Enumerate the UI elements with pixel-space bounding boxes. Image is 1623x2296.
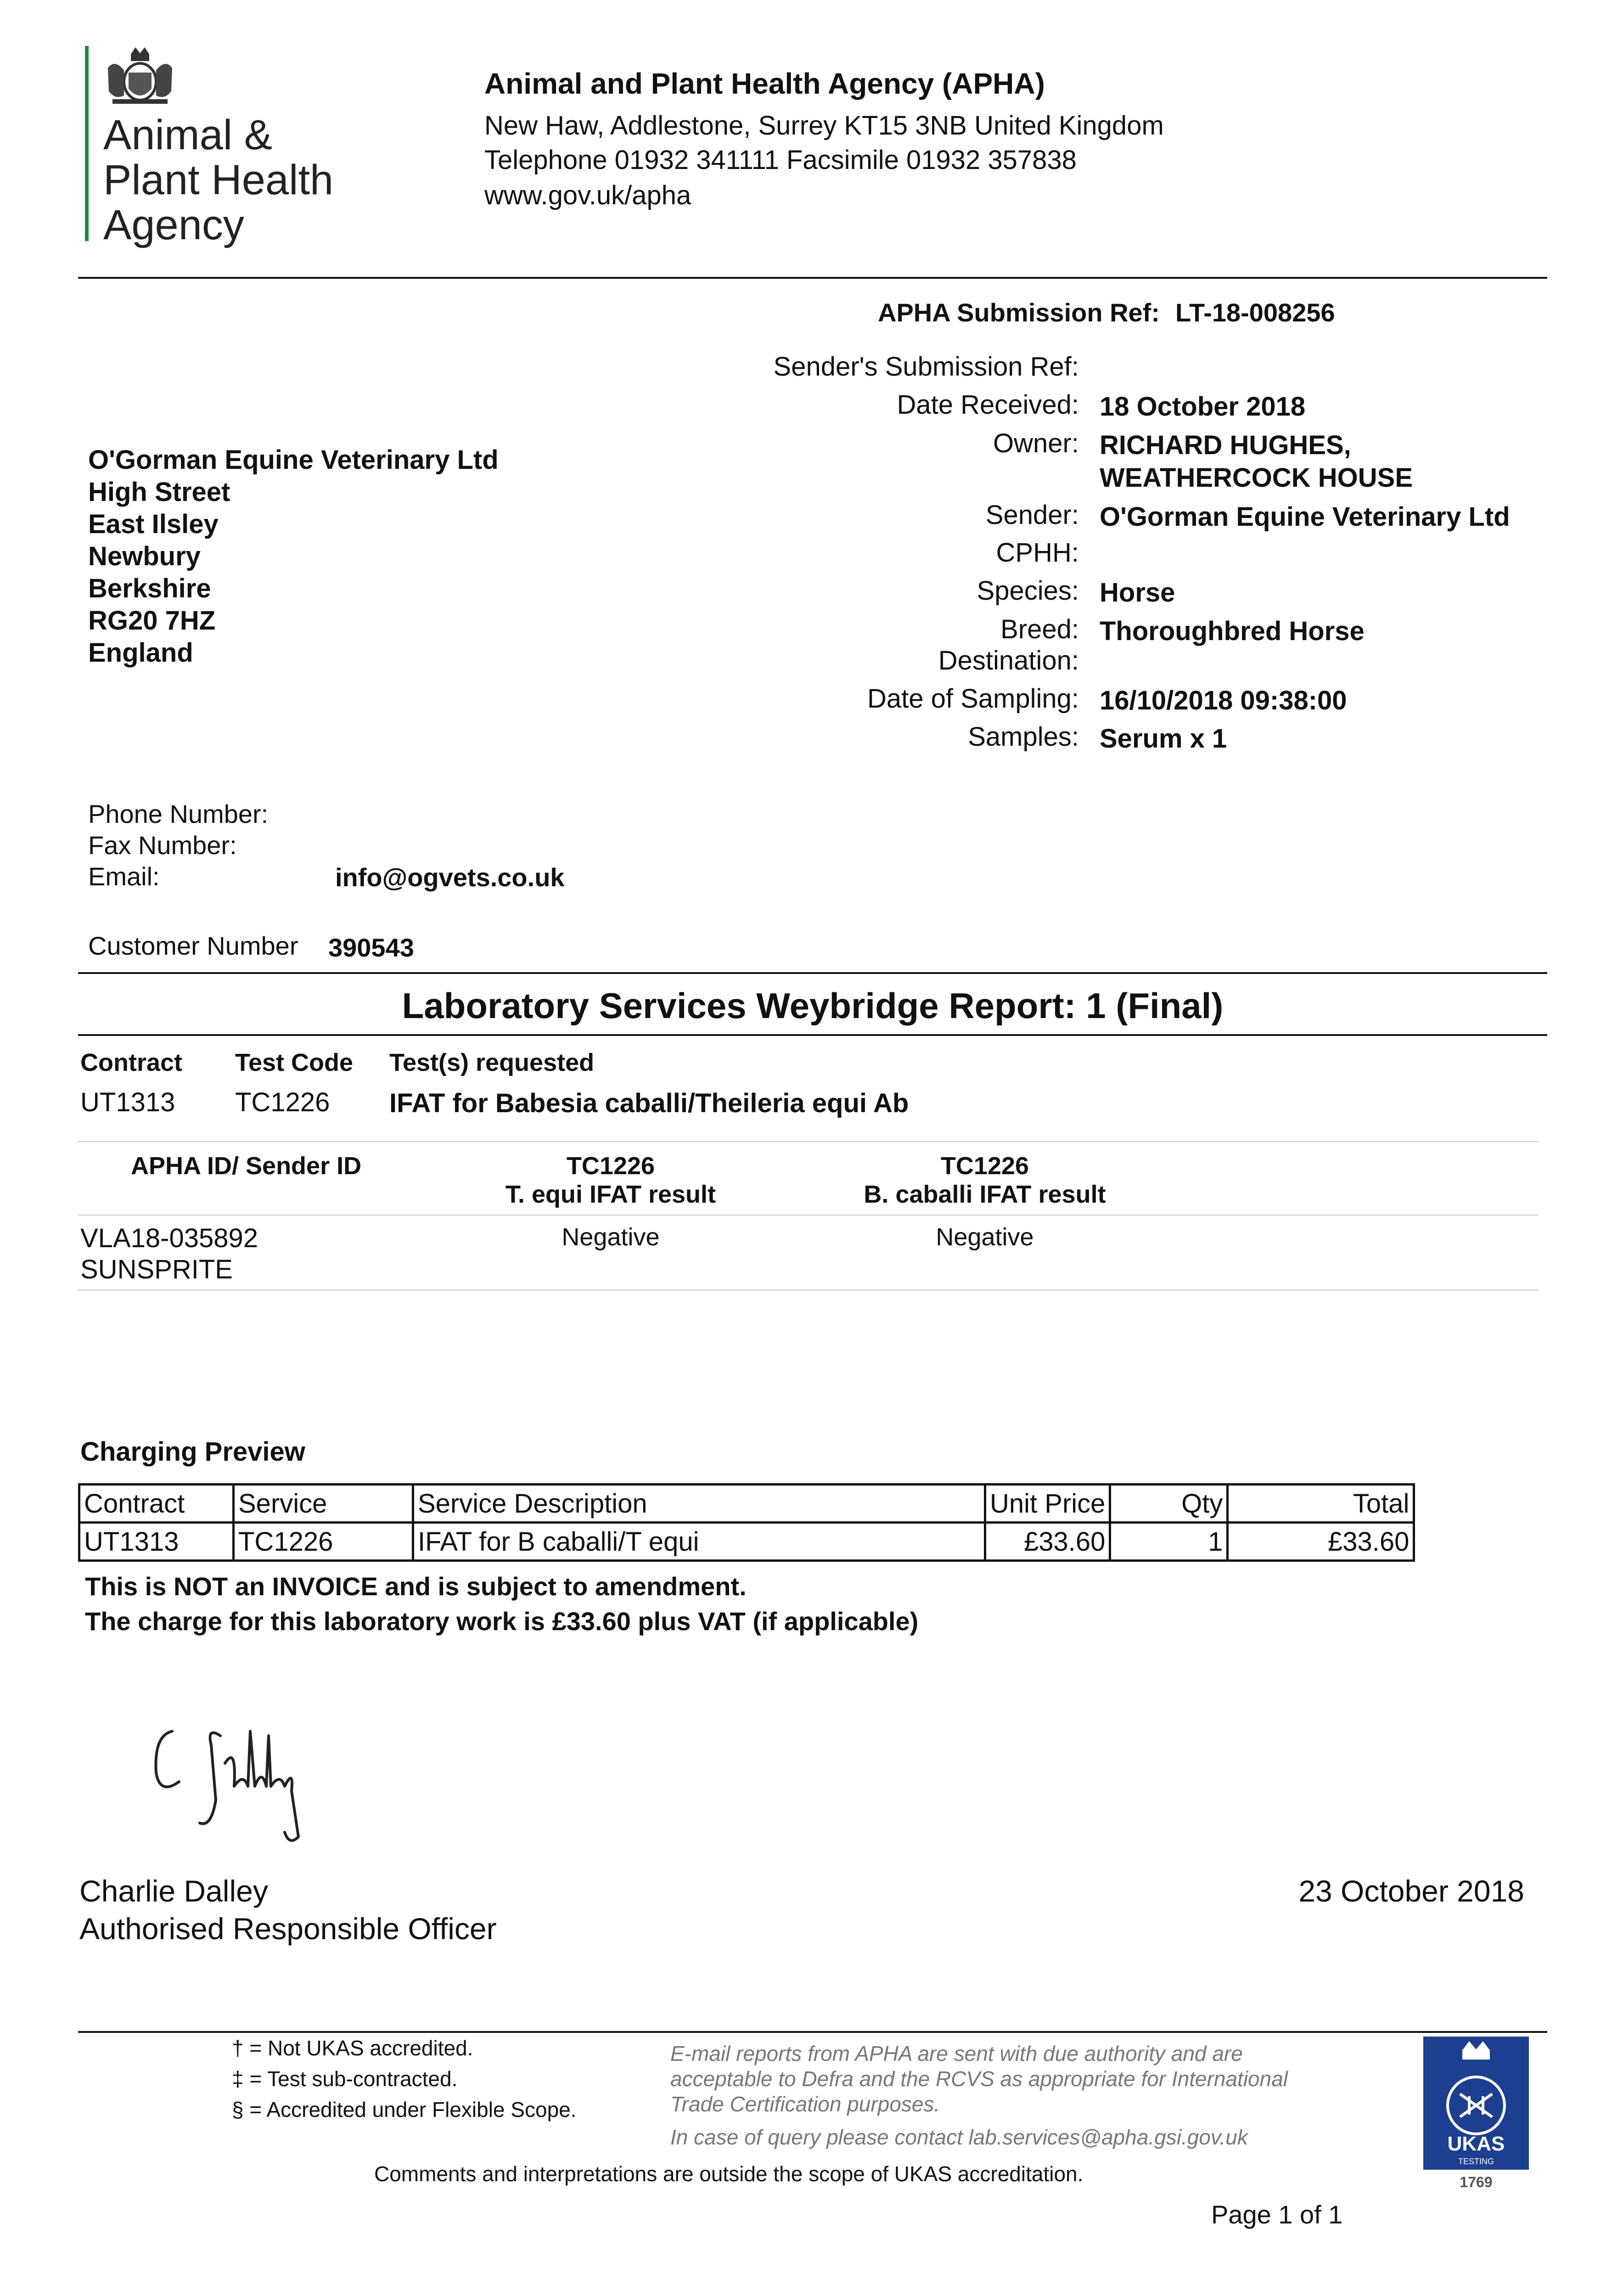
tests-requested-value: IFAT for Babesia caballi/Theileria equi Ab: [389, 1088, 909, 1118]
sender-label: Sender:: [985, 500, 1079, 530]
legend-flexible-scope: § = Accredited under Flexible Scope.: [232, 2098, 577, 2122]
submission-ref-label: APHA Submission Ref:: [878, 298, 1160, 327]
charging-cell: IFAT for B caballi/T equi: [413, 1523, 985, 1561]
report-title-bottom-divider: [78, 1034, 1547, 1036]
signature-image: [152, 1717, 317, 1855]
b-caballi-result: Negative: [936, 1223, 1034, 1251]
legend-sub-contracted: ‡ = Test sub-contracted.: [232, 2067, 458, 2091]
cphh-label: CPHH:: [996, 538, 1079, 568]
owner-label: Owner:: [993, 428, 1079, 458]
charging-cell: £33.60: [985, 1523, 1110, 1561]
charging-header-cell: Contract: [79, 1485, 234, 1523]
address-line: O'Gorman Equine Veterinary Ltd: [88, 445, 499, 475]
results-bottom-divider: [78, 1289, 1538, 1290]
agency-phone: Telephone 01932 341111 Facsimile 01932 357838: [484, 145, 1077, 175]
ukas-badge-icon: [1423, 2037, 1529, 2170]
charging-table: [78, 1483, 1415, 1562]
senders-ref-label: Sender's Submission Ref:: [773, 352, 1079, 382]
report-date: 23 October 2018: [1298, 1874, 1524, 1908]
sender-value: O'Gorman Equine Veterinary Ltd: [1100, 502, 1510, 532]
logo-line: Plant Health: [103, 157, 334, 203]
charging-cell: UT1313: [79, 1523, 234, 1561]
date-received-value: 18 October 2018: [1100, 392, 1306, 422]
page-number: Page 1 of 1: [1211, 2200, 1343, 2229]
charging-row: [79, 1523, 1414, 1561]
address-line: RG20 7HZ: [88, 606, 216, 636]
t-equi-result-header: T. equi IFAT result: [505, 1181, 716, 1208]
logo-bar: [85, 46, 89, 241]
agency-website[interactable]: www.gov.uk/apha: [484, 180, 691, 210]
b-caballi-result-header: B. caballi IFAT result: [864, 1181, 1106, 1208]
agency-logo-text: [103, 113, 333, 248]
species-label: Species:: [977, 576, 1079, 606]
samples-label: Samples:: [968, 722, 1079, 752]
report-title: Laboratory Services Weybridge Report: 1 (Final): [402, 985, 1224, 1026]
email-note-line: Trade Certification purposes.: [670, 2092, 940, 2116]
charging-cell: 1: [1110, 1523, 1228, 1561]
email-note-line: acceptable to Defra and the RCVS as appropriate for International: [670, 2067, 1288, 2091]
query-contact-note: In case of query please contact lab.services@apha.gsi.gov.uk: [670, 2125, 1248, 2149]
charging-header-cell: Service: [234, 1485, 413, 1523]
address-line: England: [88, 638, 193, 668]
logo-line: Animal &: [103, 112, 273, 158]
footer-divider: [78, 2031, 1547, 2033]
email-note-line: E-mail reports from APHA are sent with due authority and are: [670, 2042, 1243, 2065]
address-line: High Street: [88, 477, 230, 507]
t-equi-result: Negative: [562, 1223, 660, 1251]
submission-ref-value: LT-18-008256: [1175, 298, 1335, 327]
ukas-scope-note: Comments and interpretations are outside the scope of UKAS accreditation.: [374, 2162, 1084, 2186]
header-divider: [78, 277, 1547, 279]
fax-label: Fax Number:: [88, 831, 237, 860]
agency-name: Animal and Plant Health Agency (APHA): [484, 67, 1045, 100]
breed-value: Thoroughbred Horse: [1100, 616, 1365, 646]
samples-value: Serum x 1: [1100, 724, 1227, 754]
invoice-disclaimer: This is NOT an INVOICE and is subject to amendment.: [85, 1572, 747, 1601]
b-caballi-code-header: TC1226: [940, 1152, 1029, 1180]
contract-header: Contract: [80, 1049, 183, 1076]
apha-id-header: APHA ID/ Sender ID: [131, 1152, 362, 1180]
royal-crest-icon: [103, 45, 177, 107]
apha-id-value: VLA18-035892: [80, 1223, 258, 1253]
customer-number-label: Customer Number: [88, 931, 298, 960]
results-divider: [78, 1141, 1538, 1142]
contract-value: UT1313: [80, 1087, 175, 1117]
address-line: Berkshire: [88, 574, 211, 603]
signatory-title: Authorised Responsible Officer: [79, 1912, 497, 1946]
sampling-date-label: Date of Sampling:: [867, 684, 1079, 714]
phone-label: Phone Number:: [88, 799, 269, 828]
owner-line1: RICHARD HUGHES,: [1100, 430, 1351, 460]
ukas-logo: [1423, 2037, 1529, 2193]
sampling-date-value: 16/10/2018 09:38:00: [1100, 686, 1347, 715]
report-title-top-divider: [78, 972, 1547, 974]
ukas-logo-subtext: TESTING: [1458, 2157, 1494, 2166]
test-code-header: Test Code: [235, 1049, 354, 1076]
charging-header-cell: Unit Price: [985, 1485, 1110, 1523]
results-header-divider: [78, 1215, 1538, 1216]
sender-id-value: SUNSPRITE: [80, 1255, 233, 1284]
charging-cell: £33.60: [1228, 1523, 1414, 1561]
customer-number-value: 390543: [328, 933, 414, 962]
agency-address: New Haw, Addlestone, Surrey KT15 3NB United Kingdom: [484, 111, 1164, 141]
legend-not-ukas: † = Not UKAS accredited.: [232, 2036, 473, 2060]
charging-cell: TC1226: [234, 1523, 413, 1561]
charging-header-cell: Service Description: [413, 1485, 985, 1523]
charging-header-cell: Total: [1228, 1485, 1414, 1523]
charging-header-row: [79, 1485, 1414, 1523]
ukas-logo-text: UKAS: [1447, 2133, 1505, 2155]
tests-requested-header: Test(s) requested: [389, 1049, 595, 1076]
signatory-name: Charlie Dalley: [79, 1874, 268, 1908]
email-label: Email:: [88, 862, 160, 891]
logo-line: Agency: [103, 202, 244, 248]
destination-label: Destination:: [938, 646, 1079, 675]
address-line: Newbury: [88, 541, 201, 571]
email-value[interactable]: info@ogvets.co.uk: [335, 863, 565, 892]
species-value: Horse: [1100, 578, 1175, 608]
charge-note: The charge for this laboratory work is £33.60 plus VAT (if applicable): [85, 1607, 919, 1636]
address-line: East Ilsley: [88, 509, 219, 539]
ukas-number: 1769: [1460, 2174, 1493, 2190]
breed-label: Breed:: [1000, 614, 1079, 644]
date-received-label: Date Received:: [897, 390, 1079, 420]
test-code-value: TC1226: [235, 1087, 330, 1117]
charging-header-cell: Qty: [1110, 1485, 1228, 1523]
charging-title: Charging Preview: [80, 1437, 305, 1467]
owner-line2: WEATHERCOCK HOUSE: [1100, 463, 1413, 493]
t-equi-code-header: TC1226: [566, 1152, 655, 1180]
